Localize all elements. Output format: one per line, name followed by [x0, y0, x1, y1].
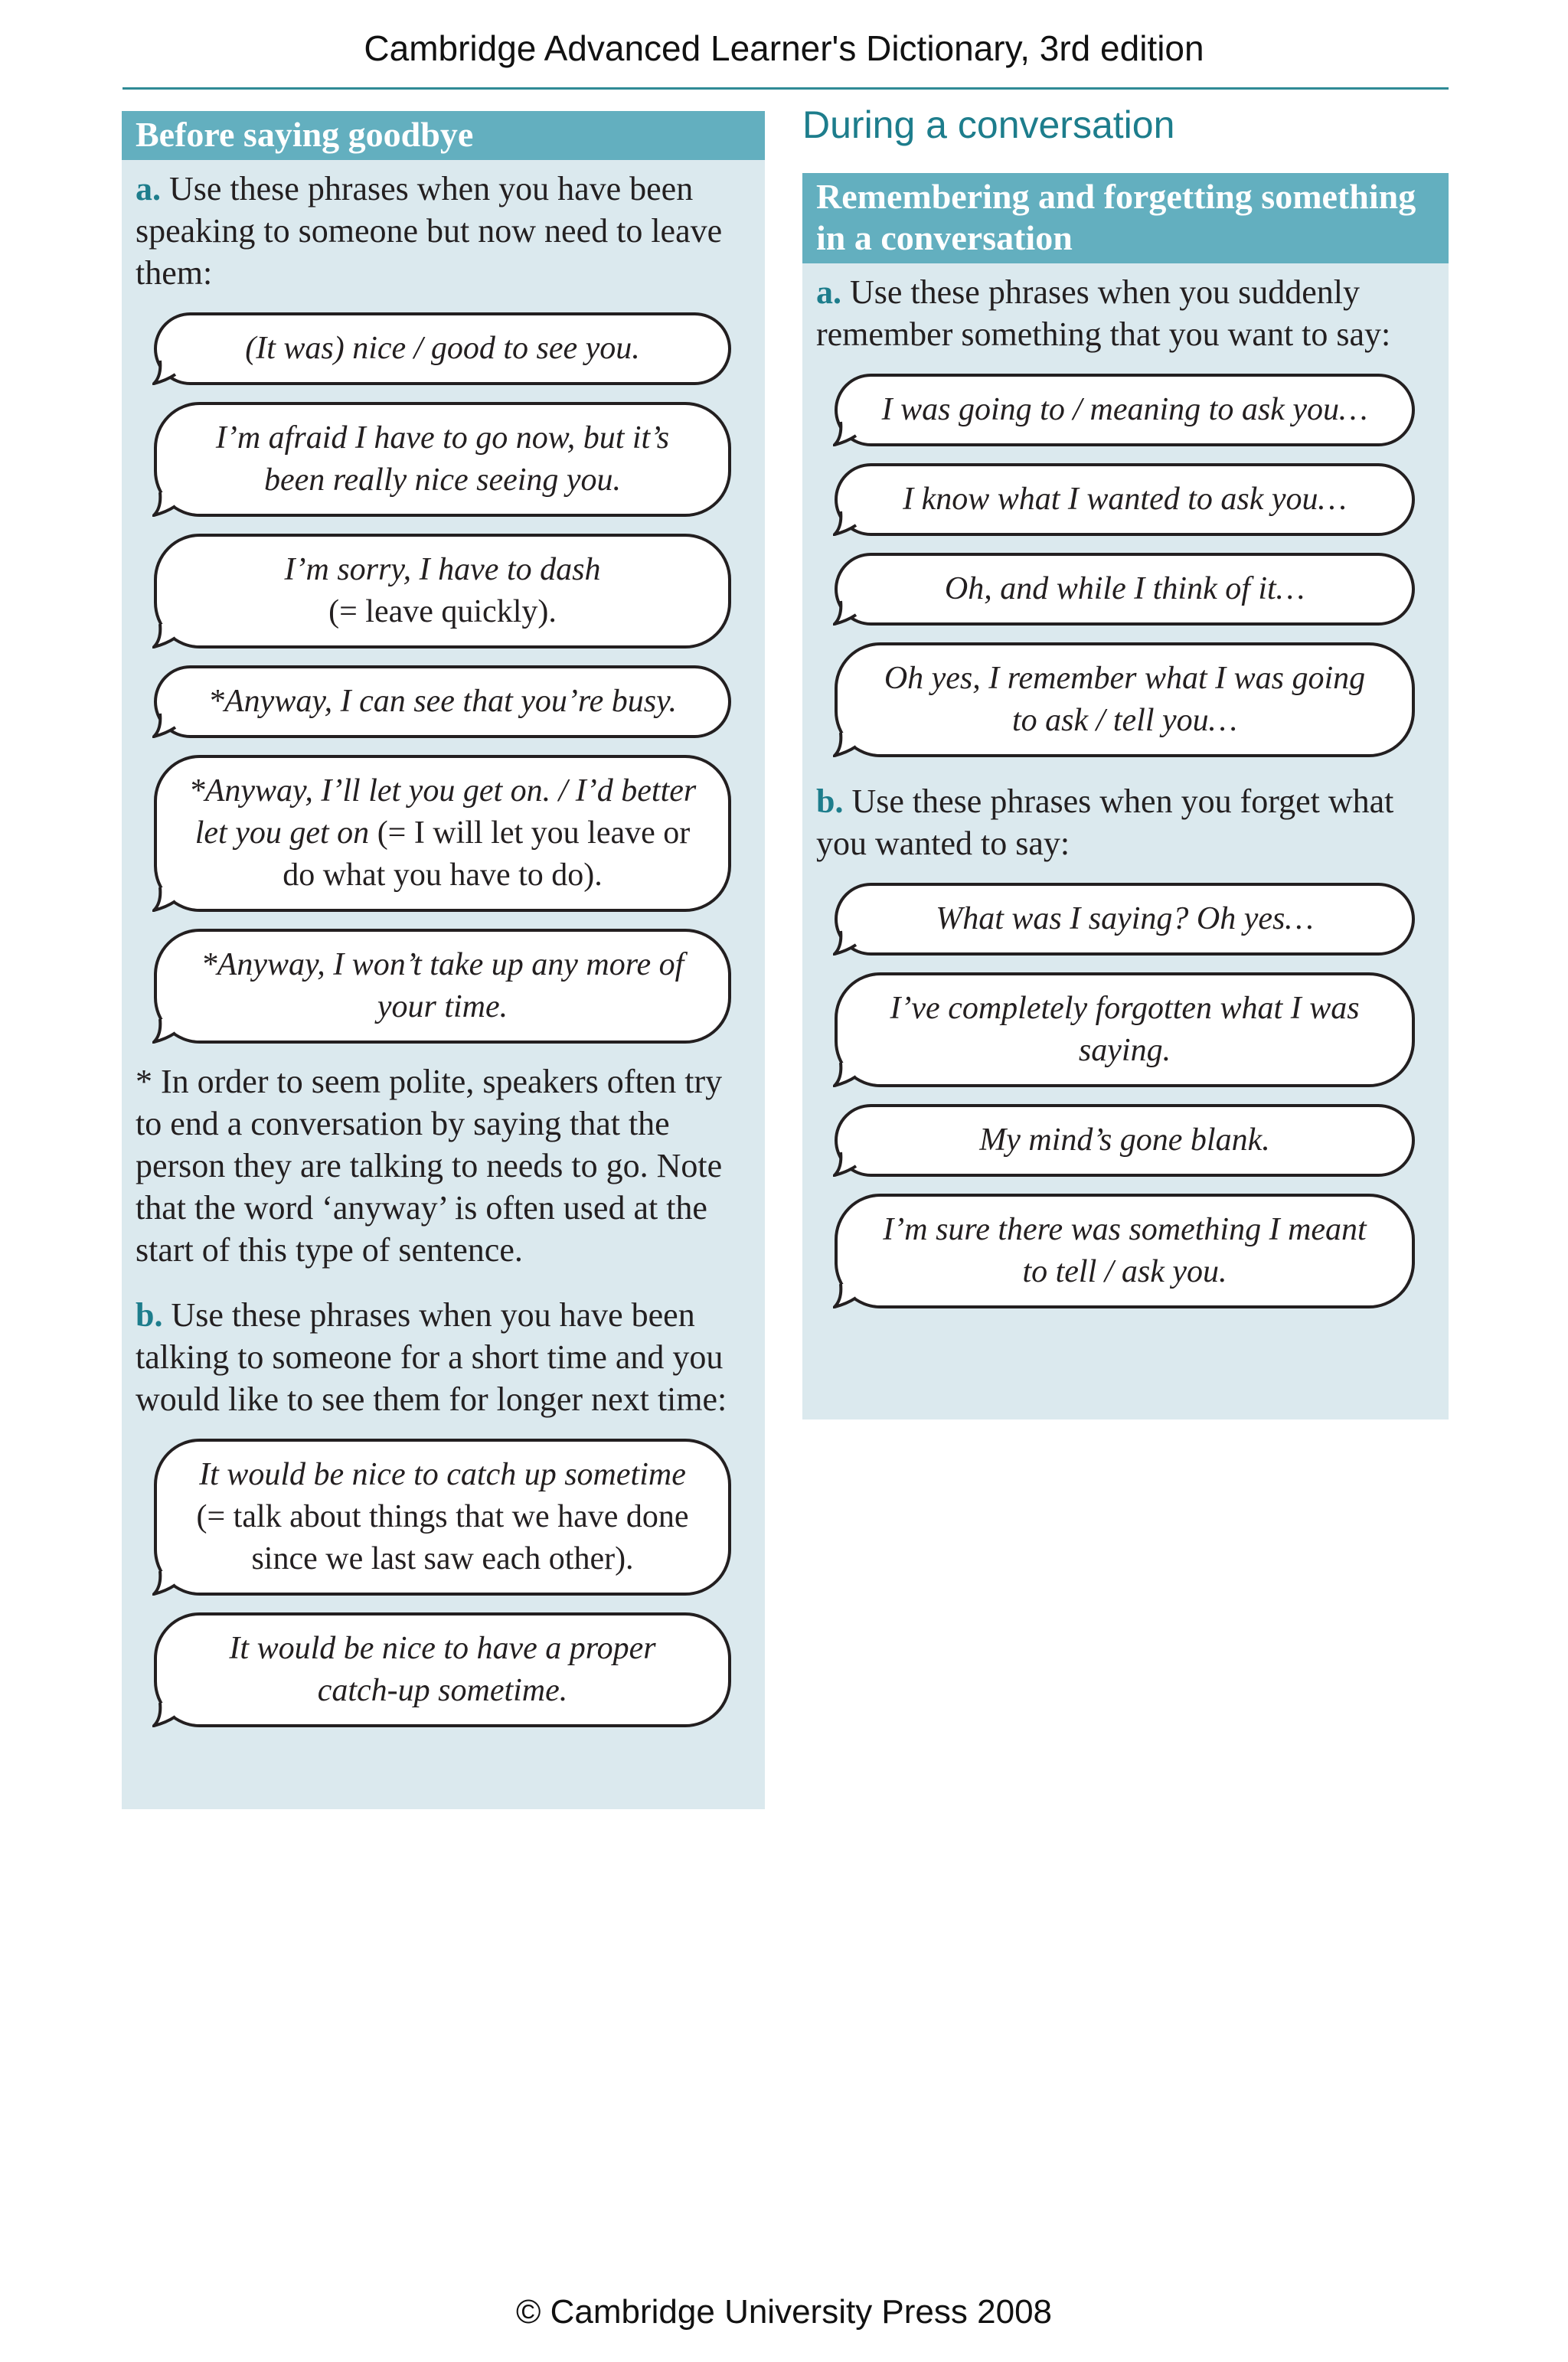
bubble-phrase: I know what I wanted to ask you…: [903, 482, 1347, 517]
bubble-phrase: *Anyway, I’ll let you get on. / I’d better let you get on: [188, 773, 697, 851]
bubble-phrase: I was going to / meaning to ask you…: [881, 392, 1368, 427]
bubble-tail-icon: [152, 886, 178, 912]
section-title-remembering: Remembering and forgetting something in a conversation: [802, 173, 1449, 263]
footnote-text: * In order to seem polite, speakers often try to end a conversation by saying that the person they are talking to needs to go. Note that the word ‘anyway’ is often used at the start of this type of sentence.: [136, 1063, 723, 1269]
letter-b: b.: [816, 782, 844, 820]
bubble-tail-icon: [152, 1018, 178, 1044]
right-instruction-a: [802, 271, 1449, 355]
bubble-phrase: My mind’s gone blank.: [979, 1122, 1270, 1158]
bubble-phrase: Oh yes, I remember what I was going to ask / tell you…: [884, 661, 1366, 738]
bubble-phrase: *Anyway, I can see that you’re busy.: [208, 684, 677, 719]
bubble-phrase: (It was) nice / good to see you.: [245, 331, 640, 366]
right-column-panel: [802, 173, 1449, 1419]
bubble-tail-icon: [833, 420, 859, 446]
speech-bubble: [154, 1439, 731, 1596]
bubble-tail-icon: [152, 1570, 178, 1596]
speech-bubble: [154, 312, 731, 385]
bubble-tail-icon: [152, 712, 178, 738]
bubble-definition: (= talk about things that we have done since we last saw each other).: [196, 1499, 689, 1576]
bubble-phrase: It would be nice to catch up sometime: [199, 1457, 686, 1492]
bubble-phrase: I’m sure there was something I meant to tell / ask you.: [883, 1212, 1367, 1289]
page-footer: © Cambridge University Press 2008: [515, 2293, 1053, 2331]
bubble-definition: (= leave quickly).: [328, 594, 557, 629]
bubble-group: [802, 883, 1449, 1308]
left-instruction-b: [122, 1294, 765, 1420]
speech-bubble: [835, 553, 1415, 626]
speech-bubble: [154, 665, 731, 738]
speech-bubble: [835, 463, 1415, 536]
subheading-during-conversation: During a conversation: [802, 103, 1175, 146]
bubble-tail-icon: [833, 1061, 859, 1087]
bubble-tail-icon: [833, 599, 859, 626]
instruction-text: Use these phrases when you have been talking to someone for a short time and you would like to see them for longer next time:: [136, 1296, 727, 1418]
bubble-group: [122, 1439, 765, 1727]
left-column-panel: [122, 111, 765, 1809]
bubble-phrase: I’m sorry, I have to dash: [284, 552, 601, 587]
bubble-tail-icon: [833, 1151, 859, 1177]
bubble-tail-icon: [152, 491, 178, 517]
speech-bubble: [835, 883, 1415, 956]
bubble-phrase: I’ve completely forgotten what I was saying.: [890, 991, 1360, 1068]
bubble-tail-icon: [833, 929, 859, 956]
left-instruction-a: [122, 168, 765, 294]
bubble-phrase: What was I saying? Oh yes…: [936, 901, 1314, 936]
right-instruction-b: [802, 780, 1449, 864]
instruction-text: Use these phrases when you suddenly remember something that you want to say:: [816, 273, 1391, 353]
letter-a: a.: [136, 170, 161, 207]
bubble-tail-icon: [152, 1701, 178, 1727]
bubble-group: [802, 374, 1449, 757]
bubble-group: [122, 312, 765, 1044]
speech-bubble: [835, 374, 1415, 446]
speech-bubble: [835, 1194, 1415, 1308]
bubble-phrase: Oh, and while I think of it…: [944, 571, 1305, 606]
speech-bubble: [154, 1612, 731, 1727]
page-header: Cambridge Advanced Learner's Dictionary, 3rd edition: [364, 28, 1204, 68]
letter-a: a.: [816, 273, 841, 311]
bubble-tail-icon: [152, 359, 178, 385]
speech-bubble: [835, 642, 1415, 757]
speech-bubble: [154, 402, 731, 517]
bubble-tail-icon: [833, 1282, 859, 1308]
letter-b: b.: [136, 1296, 163, 1334]
bubble-tail-icon: [833, 731, 859, 757]
section-title-before-goodbye: Before saying goodbye: [122, 111, 765, 160]
instruction-text: Use these phrases when you have been speaking to someone but now need to leave them:: [136, 170, 723, 292]
bubble-definition: (= I will let you leave or do what you have to do).: [283, 815, 691, 893]
bubble-phrase: *Anyway, I won’t take up any more of your time.: [201, 947, 684, 1024]
speech-bubble: [154, 755, 731, 912]
speech-bubble: [154, 929, 731, 1044]
bubble-phrase: I’m afraid I have to go now, but it’s been really nice seeing you.: [215, 420, 670, 498]
bubble-tail-icon: [833, 510, 859, 536]
bubble-phrase: It would be nice to have a proper catch-up sometime.: [229, 1631, 656, 1708]
speech-bubble: [835, 972, 1415, 1087]
speech-bubble: [835, 1104, 1415, 1177]
bubble-tail-icon: [152, 622, 178, 648]
header-divider: [122, 87, 1449, 90]
speech-bubble: [154, 534, 731, 648]
instruction-text: Use these phrases when you forget what you wanted to say:: [816, 782, 1394, 862]
